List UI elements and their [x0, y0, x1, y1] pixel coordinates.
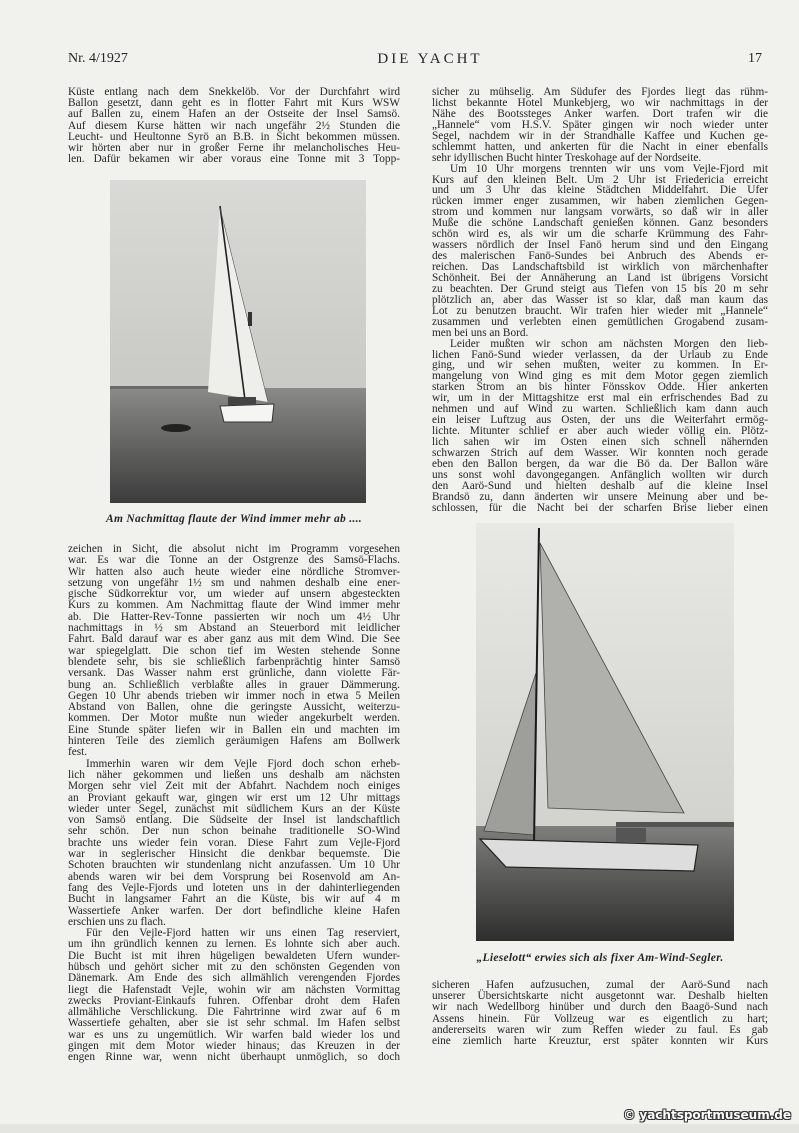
paragraph [68, 87, 400, 165]
article-column-right-top [432, 87, 768, 514]
text-line: des malerischen Fanö-Sundes bei Anbruch des Abends er- [432, 250, 768, 263]
text-line: Um 10 Uhr morgens trennten wir uns vom Vejle-Fjord mit [450, 162, 768, 175]
text-line: erschien uns zu flach. [68, 915, 166, 928]
text-line: schlossen, für die Nacht bei der scharfen Brise lieber einen [432, 501, 768, 514]
text-line: Immerhin waren wir dem Vejle Fjord doch schon erheb- [86, 757, 400, 770]
text-line: Fahrt. Bald darauf war es aber ganz aus mit dem Wind. Die See [68, 633, 400, 646]
text-line: uns sonst wohl davongegangen. Anfänglich wollten wir durch [432, 468, 768, 481]
text-line: wieder unter Segel, zunächst mit südlichem Kurs an der Küste [68, 802, 400, 815]
text-line: abends waren wir bei dem Vorsprung bei Rosenvold am An- [68, 870, 400, 883]
text-line: gingen mit dem Motor wieder hinaus; das Kreuzen in der [68, 1040, 400, 1053]
text-line: eine ziemlich harte Kreuztur, erst später konnten wir Kurs [432, 1034, 768, 1047]
text-line: war spiegelglatt. Die schon tief im Westen stehende Sonne [68, 644, 400, 657]
text-line: zusammen und verlebten einen gemütlichen Grogabend zusam- [432, 315, 768, 328]
photo-2-caption: „Lieselott“ erwies sich als fixer Am-Wind-Segler. [476, 952, 724, 964]
text-line: Lot zu benutzen braucht. Wir trafen hier wieder mit „Hannele“ [432, 304, 768, 317]
text-line: plötzlich an, aber das Wasser ist so klar, daß man kaum das [432, 293, 768, 306]
text-line: fang des Vejle-Fjords und loteten uns in der dahinterliegenden [68, 881, 400, 894]
paragraph [432, 164, 768, 339]
paragraph [68, 928, 400, 1064]
copyright-watermark: © yachtsportmuseum.de [623, 1108, 791, 1122]
text-line: starken Strom an bis hinter Fönsskov Odde. Hier ankerten [432, 381, 768, 394]
article-column-left-bottom [68, 544, 400, 1064]
text-line: Kurs zu kommen. Am Nachmittag flaute der Wind immer mehr [68, 599, 400, 612]
text-line: von Samsö entlang. Die Südseite der Insel ist landschaftlich [68, 814, 400, 827]
text-line: setzung von ungefähr 1½ sm und nahmen deshalb eine ener- [68, 576, 400, 589]
text-line: bung an. Schließlich verblaßte alles in grauer Dämmerung. [68, 678, 400, 691]
text-line: schön wird es, als wir um die scharfe Krümmung des Fahr- [432, 228, 768, 241]
text-line: Brandsö zu, dann änderten wir unsere Meinung aber und be- [432, 490, 768, 503]
text-line: engen Rinne war, wenn nicht überhaupt unmöglich, so doch [68, 1051, 400, 1064]
text-line: Assens hinein. Für Vollzeug war es eigentlich zu hart; [432, 1012, 768, 1025]
text-line: gische Südkorrektur vor, um wieder auf unsern abgesteckten [68, 588, 400, 601]
text-line: versank. Das Wasser nahm erst grünliche, dann violette Fär- [68, 667, 400, 680]
text-line: Muße die schöne Landschaft genießen können. Ganz besonders [432, 217, 768, 230]
paragraph [432, 339, 768, 514]
text-line: Die Bucht ist mit ihren hügeligen bewaldeten Ufern wunder- [68, 949, 400, 962]
text-line: Ballon gesetzt, dann geht es in flotter Fahrt mit Kurs WSW [68, 97, 400, 110]
text-line: Gegen 10 Uhr abends trieben wir immer noch in etwa 5 Meilen [68, 689, 400, 702]
text-line: Wir hatten also auch heute wieder eine nördliche Stromver- [68, 565, 400, 578]
text-line: war in seglerischer Hinsicht die denkbar bequemste. Die [68, 848, 400, 861]
text-line: reichen. Das Landschaftsbild ist wirklich von märchenhafter [432, 261, 768, 273]
text-line: lichst bekannte Hotel Munkebjerg, wo wir nachmittags in der [432, 96, 768, 109]
text-line: Schönheit. Bei der Annäherung an Land ist übrigens Vorsicht [432, 271, 768, 284]
text-line: eben den Ballon bergen, da war die Bö da. Der Ballon wäre [432, 457, 768, 470]
text-line: mangelung von Wind ging es mit dem Motor gegen ziemlich [432, 370, 768, 383]
text-line: schwarzen Strich auf dem Wasser. Wir konnten noch gerade [432, 446, 768, 459]
text-line: Leider mußten wir schon am nächsten Morgen den lieb- [450, 337, 768, 350]
text-line: lichte. Mitunter schlief er aber auch wieder völlig ein. Plötz- [432, 425, 768, 438]
text-line: Auf diesem Kurse hätten wir nach ungefähr 2½ Stunden die [68, 119, 400, 132]
text-line: war es uns zu ungemütlich. Wir warfen bald wieder los und [68, 1028, 400, 1041]
article-column-right-bottom [432, 980, 768, 1047]
text-line: wir, um in der Mittagshitze erst mal ein erfrischendes Bad zu [432, 392, 768, 405]
text-line: brachte uns wieder fein voran. Diese Fahrt zum Vejle-Fjord [68, 836, 400, 849]
text-line: hinteren Teile des ziemlich geräumigen Hafens am Bollwerk [68, 735, 400, 748]
text-line: Segel, nachdem wir in der Strandhalle Kaffee und Kuchen ge- [432, 129, 768, 142]
article-column-left-top [68, 87, 400, 165]
text-line: lichen Fanö-Sund wieder verlassen, da der Urlaub zu Ende [432, 348, 768, 361]
text-line: auf Ballen zu, einem Hafen an der Ostseite der Insel Samsö. [68, 108, 400, 121]
text-line: lich näher gekommen und ließen uns deshalb am nächsten [68, 768, 400, 781]
text-line: wir nach Wedellborg hinüber und durch den Baagö-Sund nach [432, 1001, 768, 1014]
paragraph [68, 544, 400, 759]
text-line: Bucht in langsamer Fahrt an die Küste, bis wir auf 4 m [68, 893, 400, 906]
text-line: schlemmt hatten, und ankerten für die Nacht in einer ebenfalls [432, 140, 768, 153]
text-line: zwecks Proviant-Einkaufs fuhren. Offenbar droht dem Hafen [68, 994, 400, 1007]
text-line: zu beachten. Der Grund steigt aus Tiefen von 15 bis 20 m sehr [432, 282, 768, 295]
text-line: strom und kommen nur langsam vorwärts, so daß wir in aller [432, 206, 768, 219]
sailboat-photo-1 [110, 180, 366, 503]
text-line: sehr schön. Der nun schon beinahe traditionelle SO-Wind [68, 825, 400, 838]
text-line: liegt die Hafenstadt Vejle, wohin wir am nächsten Vormittag [68, 983, 400, 996]
text-line: Eine Stunde später liefen wir in Ballen ein und machten im [68, 723, 400, 736]
text-line: den Aarö-Sund und hielten deshalb auf die kleine Insel [432, 479, 768, 492]
photo-1-caption: Am Nachmittag flaute der Wind immer mehr ab .... [106, 513, 362, 525]
text-line: andererseits waren wir zum Reffen wieder zu faul. Es gab [432, 1023, 768, 1036]
text-line: Kurs auf den kleinen Belt. Um 2 Uhr ist Friedericia erreicht [432, 173, 768, 186]
text-line: Wassertiefe gehalten, aber sie ist sehr schmal. Im Hafen selbst [68, 1017, 400, 1030]
paragraph [432, 87, 768, 164]
text-line: Für den Vejle-Fjord hatten wir uns einen Tag reserviert, [86, 927, 400, 940]
text-line: nehmen und auf Wind zu warten. Schließlich kam dann auch [432, 403, 768, 416]
paragraph [432, 980, 768, 1047]
text-line: „Hannele“ vom H.S.V. Später gingen wir noch wieder unter [432, 118, 768, 131]
text-line: ging, und wir sehen mußten, weiter zu kommen. In Er- [432, 359, 768, 372]
text-line: war. Es war die Tonne an der Ostgrenze des Samsö-Flachs. [68, 554, 400, 567]
text-line: blendete sehr, bis sie schließlich farbenprächtig hinter Samsö [68, 655, 400, 668]
text-line: ab. Die Hatter-Rev-Tonne passierten wir noch um 4½ Uhr [68, 610, 400, 623]
text-line: kommen. Der Motor mußte nun wieder angekurbelt werden. [68, 712, 400, 725]
text-line: Dänemark. Am Ende des sich allmählich verengenden Fjordes [68, 972, 400, 985]
page-bottom-edge [0, 1124, 799, 1133]
text-line: wir hörten aber nur in großer Ferne ihr melancholisches Heu- [68, 141, 400, 154]
text-line: lich sahen wir im Osten einen sich schnell nähernden [432, 436, 768, 448]
text-line: ein leiser Luftzug aus Osten, der uns die Weiterfahrt ermög- [432, 414, 768, 427]
text-line: len. Dafür bekamen wir aber voraus eine Tonne mit 3 Topp- [68, 153, 400, 166]
text-line: men bei uns an Bord. [432, 326, 529, 339]
issue-number: Nr. 4/1927 [68, 51, 128, 66]
text-line: sicheren Hafen aufzusuchen, zumal der Aarö-Sund nach [432, 979, 768, 991]
text-line: an Proviant gekauft war, gingen wir erst um 12 Uhr mittags [68, 791, 400, 804]
text-line: Morgen sehr viel Zeit mit der Abfahrt. Nachdem noch einiges [68, 780, 400, 793]
text-line: Abstand von Ballen, ohne die geringste Aussicht, weiterzu- [68, 701, 400, 714]
text-line: Schoten brauchten wir stundenlang nicht anzufassen. Um 10 Uhr [68, 859, 400, 872]
text-line: fest. [68, 746, 88, 759]
page-number: 17 [748, 51, 762, 66]
text-line: sehr idyllischen Bucht hinter Treskohage auf der Nordseite. [432, 151, 702, 164]
text-line: nachmittags in ½ sm Abstand an Steuerbord mit leidlicher [68, 622, 400, 635]
text-line: Wassertiefe Anker warfen. Der dort befindliche kleine Hafen [68, 904, 400, 917]
paragraph [68, 759, 400, 928]
text-line: hübsch und gehört sicher mit zu den schönsten Gegenden von [68, 960, 400, 973]
text-line: allmähliche Verschlickung. Die Fahrtrinne wird zwar auf 6 m [68, 1006, 400, 1019]
text-line: Küste entlang nach dem Snekkelöb. Vor der Durchfahrt wird [68, 86, 400, 98]
text-line: wassers nördlich der Insel Fanö herum sind und den Eingang [432, 239, 768, 252]
text-line: rücken immer enger zusammen, wir haben ziemlichen Gegen- [432, 195, 768, 208]
sailboat-photo-2 [476, 523, 734, 941]
text-line: unserer Übersichtskarte nicht ausgetonnt war. Deshalb hielten [432, 990, 768, 1003]
text-line: zeichen in Sicht, die absolut nicht im Programm vorgesehen [68, 543, 400, 555]
text-line: um ihn gründlich kennen zu lernen. Es lohnte sich aber auch. [68, 938, 400, 951]
magazine-title: DIE YACHT [377, 51, 483, 67]
text-line: Nähe des Bootssteges Anker warfen. Dort trafen wir die [432, 107, 768, 120]
text-line: Leucht- und Heultonne Syrö an B.B. in Sicht bekommen müssen. [68, 130, 400, 143]
text-line: und um 3 Uhr das kleine Städtchen Middelfahrt. Die Ufer [432, 184, 768, 197]
text-line: sicher zu mühselig. Am Südufer des Fjordes liegt das rühm- [432, 86, 768, 98]
